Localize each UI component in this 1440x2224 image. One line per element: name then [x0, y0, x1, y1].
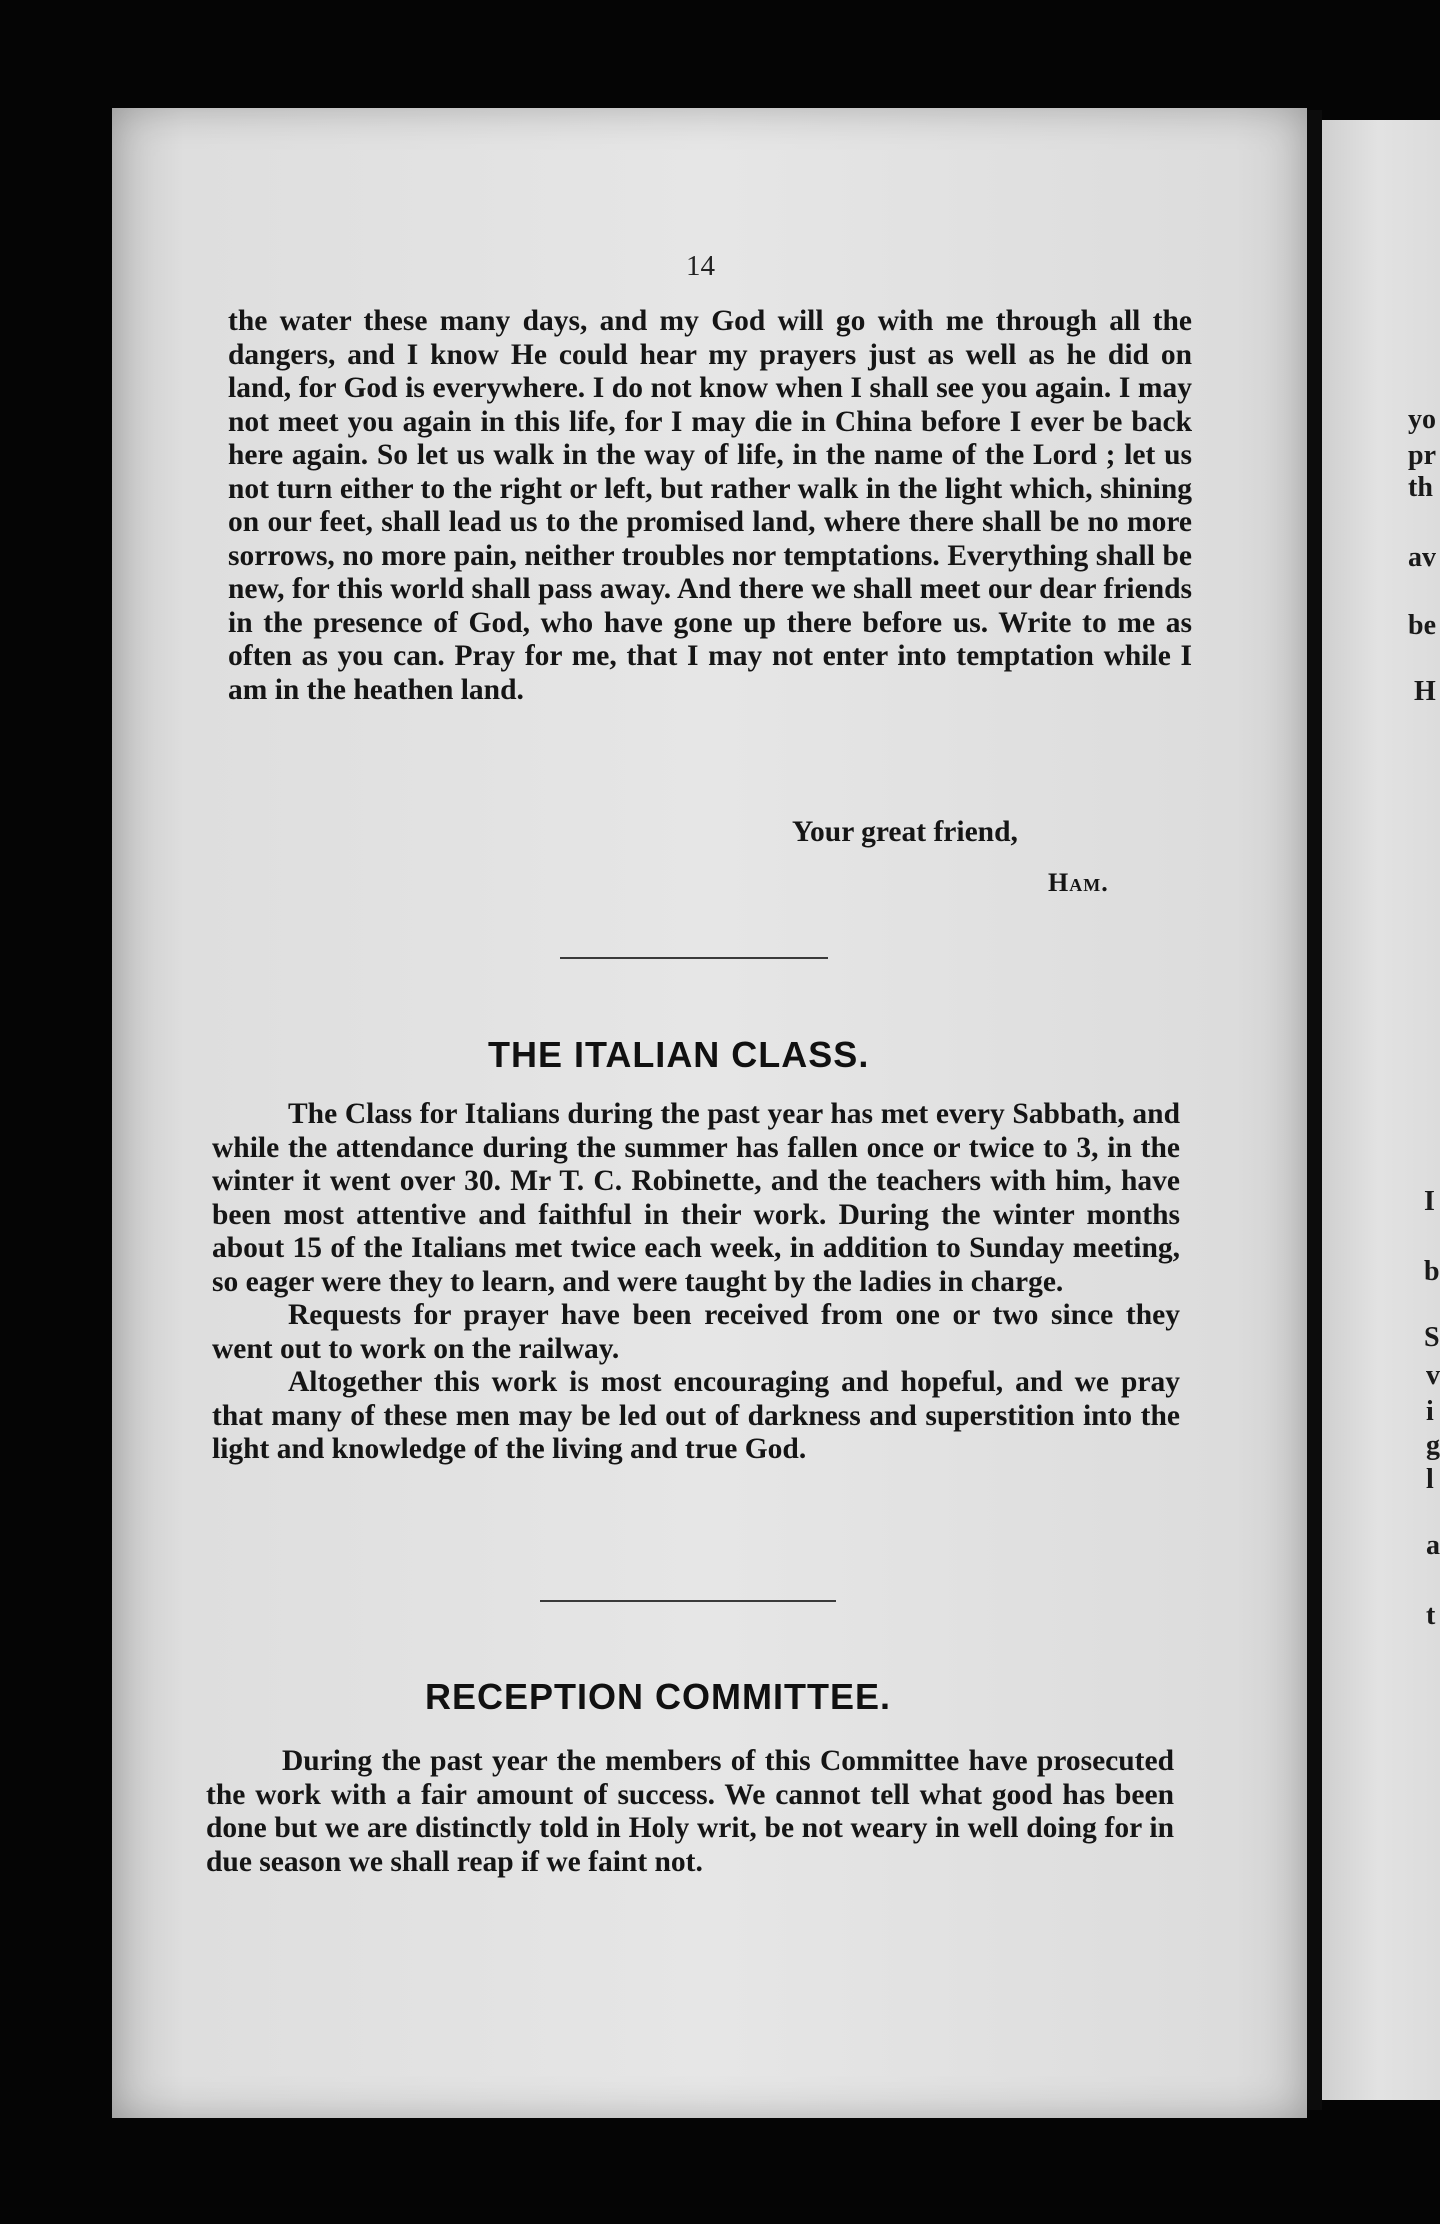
next-page-fragment: I — [1424, 1186, 1435, 1217]
next-page-fragment: i — [1426, 1396, 1434, 1427]
next-page-fragment: l — [1426, 1464, 1434, 1495]
italian-class-paragraph: The Class for Italians during the past year has met every Sabbath, and while the attendance during the summer has fallen once or twice to 3, in the winter it went over 30. Mr T. C. Robinette, and the teachers with him, have been most attentive and faithful in their work. During the winter months about 15 of the Italians met twice each week, in addition to Sunday meeting, so eager were they to learn, and were taught by the ladies in charge. — [212, 1098, 1180, 1298]
letter-body: the water these many days, and my God will go with me through all the dangers, and I know He could hear my prayers just as well as he did on land, for God is everywhere. I do not know when I shall see you again. I may not meet you again in this life, for I may die in China before I ever be back here again. So let us walk in the way of life, in the name of the Lord ; let us not turn either to the right or left, but rather walk in the light which, shining on our feet, shall lead us to the promised land, where there shall be no more sorrows, no more pain, neither troubles nor temptations. Everything shall be new, for this world shall pass away. And there we shall meet our dear friends in the presence of God, who have gone up there before us. Write to me as often as you can. Pray for me, that I may not enter into temptation while I am in the heathen land. — [228, 305, 1192, 706]
next-page-fragment: be — [1408, 610, 1436, 641]
next-page-fragment: t — [1426, 1600, 1436, 1631]
reception-committee-body — [206, 1745, 1174, 1879]
italian-class-paragraph: Requests for prayer have been received from one or two since they went out to work on the railway. — [212, 1299, 1180, 1365]
next-page-fragment: b — [1424, 1256, 1440, 1287]
page-number: 14 — [686, 250, 715, 282]
next-page-fragment: S — [1424, 1322, 1440, 1353]
next-page-fragment: th — [1408, 472, 1433, 503]
letter-closing: Your great friend, — [792, 816, 1018, 848]
next-page-fragment: v — [1426, 1360, 1440, 1391]
italian-class-heading: THE ITALIAN CLASS. — [488, 1034, 870, 1075]
italian-class-body — [212, 1098, 1180, 1467]
next-page-fragment: g — [1426, 1430, 1440, 1461]
next-page-fragment: H — [1414, 676, 1436, 707]
reception-committee-paragraph: During the past year the members of this Committee have prosecuted the work with a fair amount of success. We cannot tell what good has been done but we are distinctly told in Holy writ, be not weary in well doing for in due season we shall reap if we faint not. — [206, 1745, 1174, 1878]
next-page-fragment: pr — [1408, 440, 1436, 471]
reception-committee-heading: RECEPTION COMMITTEE. — [425, 1676, 892, 1717]
section-divider — [560, 957, 828, 959]
letter-signature: Ham. — [1048, 868, 1109, 897]
next-page-fragment: a — [1426, 1530, 1440, 1561]
italian-class-paragraph: Altogether this work is most encouraging and hopeful, and we pray that many of these men may be led out of darkness and superstition into the light and knowledge of the living and true God. — [212, 1366, 1180, 1465]
next-page-fragment: yo — [1408, 404, 1436, 435]
section-divider — [540, 1600, 836, 1602]
next-page-fragment: av — [1408, 542, 1436, 573]
